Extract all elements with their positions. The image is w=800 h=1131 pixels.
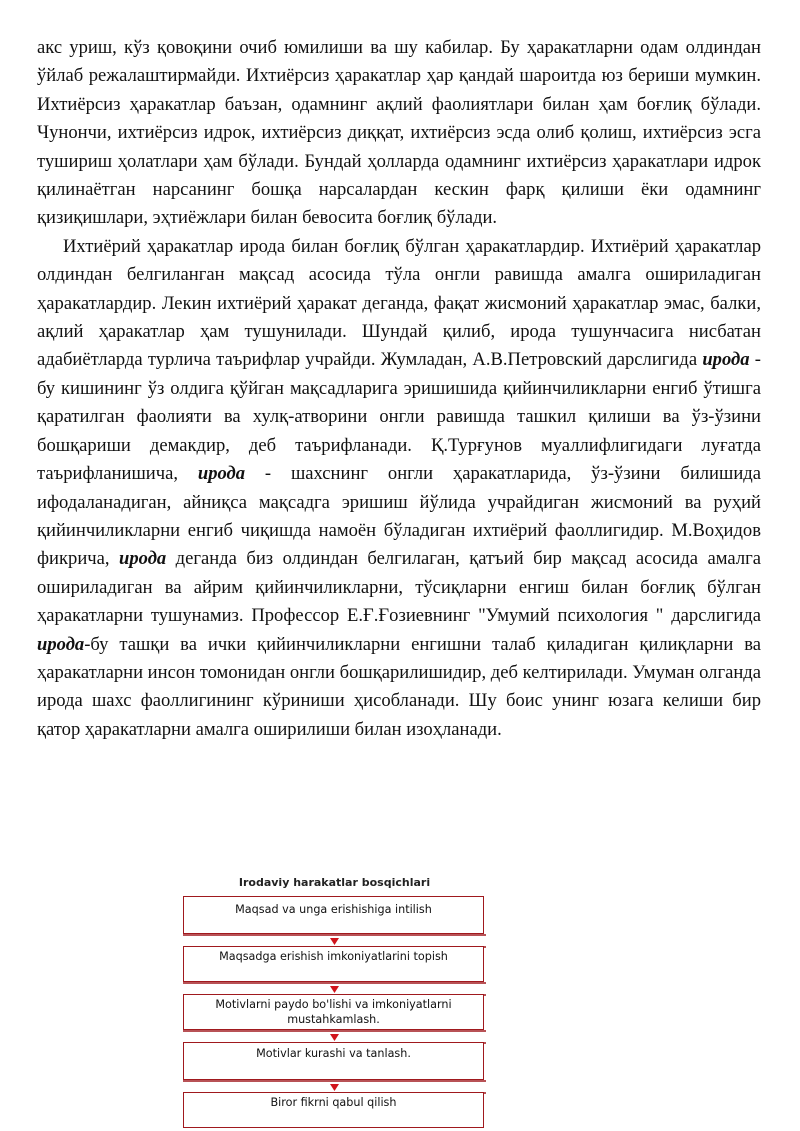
diagram-step-5	[183, 1092, 484, 1128]
term-emphasis: ирода	[197, 463, 246, 485]
diagram-step-2	[183, 946, 484, 982]
diagram-step-4	[183, 1042, 484, 1080]
diagram-step-label: Motivlar kurashi va tanlash.	[256, 1047, 411, 1060]
term-emphasis: ирода	[702, 349, 750, 371]
diagram-title: Irodaviy harakatlar bosqichlari	[238, 876, 431, 889]
diagram-step-label: Maqsadga erishish imkoniyatlarini topish	[219, 950, 448, 963]
diagram-step-label: Maqsad va unga erishishiga intilish	[235, 903, 432, 916]
diagram-step-label: Biror fikrni qabul qilish	[270, 1096, 397, 1109]
diagram-step-3	[183, 994, 484, 1030]
text-run: - шахснинг онгли ҳаракатларида, ўз-ўзини билишида ифодаланадиган, айниқса мақсадга эришиш йўлида учрайдиган жисмоний ва руҳий қийинчиликларни енгиб чиқишда намоён бўладиган ихтиёрий фаоллигидир. М.Воҳидов фикрича,	[37, 463, 761, 570]
term-emphasis: ирода	[119, 548, 167, 570]
diagram-step-label: Motivlarni paydo bo'lishi va imkoniyatlarni mustahkamlash.	[215, 998, 452, 1026]
text-run: деганда биз олдиндан белгилаган, қатъий бир мақсад асосида амалга ошириладиган ва айрим қийинчиликларни, тўсиқларни енгиш билан боғлиқ бўлган ҳаракатларни тушунамиз. Профессор Е.Ғ.Ғозиевнинг "Умумий психология " дарслигида	[37, 548, 761, 627]
diagram-step-1	[183, 896, 484, 934]
text-run: -бу ташқи ва ички қийинчиликларни енгишни талаб қиладиган қилиқларни ва ҳаракатларни инсон томонидан онгли бошқарилишидир, деб келтирилади. Умуман олганда ирода шахс фаоллигининг кўриниши ҳисобланади. Шу боис унинг юзага келиши бир қатор ҳаракатларни амалга оширилиши билан изоҳланади.	[37, 633, 761, 740]
text-run: Ихтиёрий ҳаракатлар ирода билан боғлиқ бўлган ҳаракатлардир. Ихтиёрий ҳаракатлар олдиндан белгиланган мақсад асосида тўла онгли равишда амалга ошириладиган ҳаракатлардир. Лекин ихтиёрий ҳаракат деганда, фақат жисмоний ҳаракатлар эмас, балки, ақлий ҳаракатлар ҳам тушунилади. Шундай қилиб, ирода тушунчасига нисбатан адабиётларда турлича таърифлар учрайди. Жумладан, А.В.Петровский дарслигида	[37, 235, 761, 371]
text-run: акс уриш, кўз қовоқини очиб юмилиши ва шу кабилар. Бу ҳаракатларни одам олдиндан ўйлаб режалаштирмайди. Ихтиёрсиз ҳаракатлар ҳар қандай шароитда юз бериши мумкин. Ихтиёрсиз ҳаракатлар баъзан, одамнинг ақлий фаолиятлари билан ҳам боғлиқ бўлади. Чунончи, ихтиёрсиз идрок, ихтиёрсиз диққат, ихтиёрсиз эсда олиб қолиш, ихтиёрсиз эсга тушириш ҳолатлари ҳам бўлади. Бундай ҳолларда одамнинг ихтиёрсиз ҳаракатлари идрок қилинаётган нарсанинг бошқа нарсалардан кескин фарқ қилиши ёки одамнинг қизиқишлари, эҳтиёжлари билан бевосита боғлиқ бўлади.	[37, 37, 761, 229]
text-run: - бу кишининг ўз олдига қўйган мақсадларига эришишида қийинчиликларни енгиб ўтишга қаратилган фаолияти ва хулқ-атворини онгли равишда ташкил қилиши ва ўз-ўзини бошқариши демакдир, деб таърифланади. Қ.Турғунов муаллифлигидаги луғатда таърифланишича,	[37, 349, 761, 485]
term-emphasis: ирода	[37, 633, 85, 655]
